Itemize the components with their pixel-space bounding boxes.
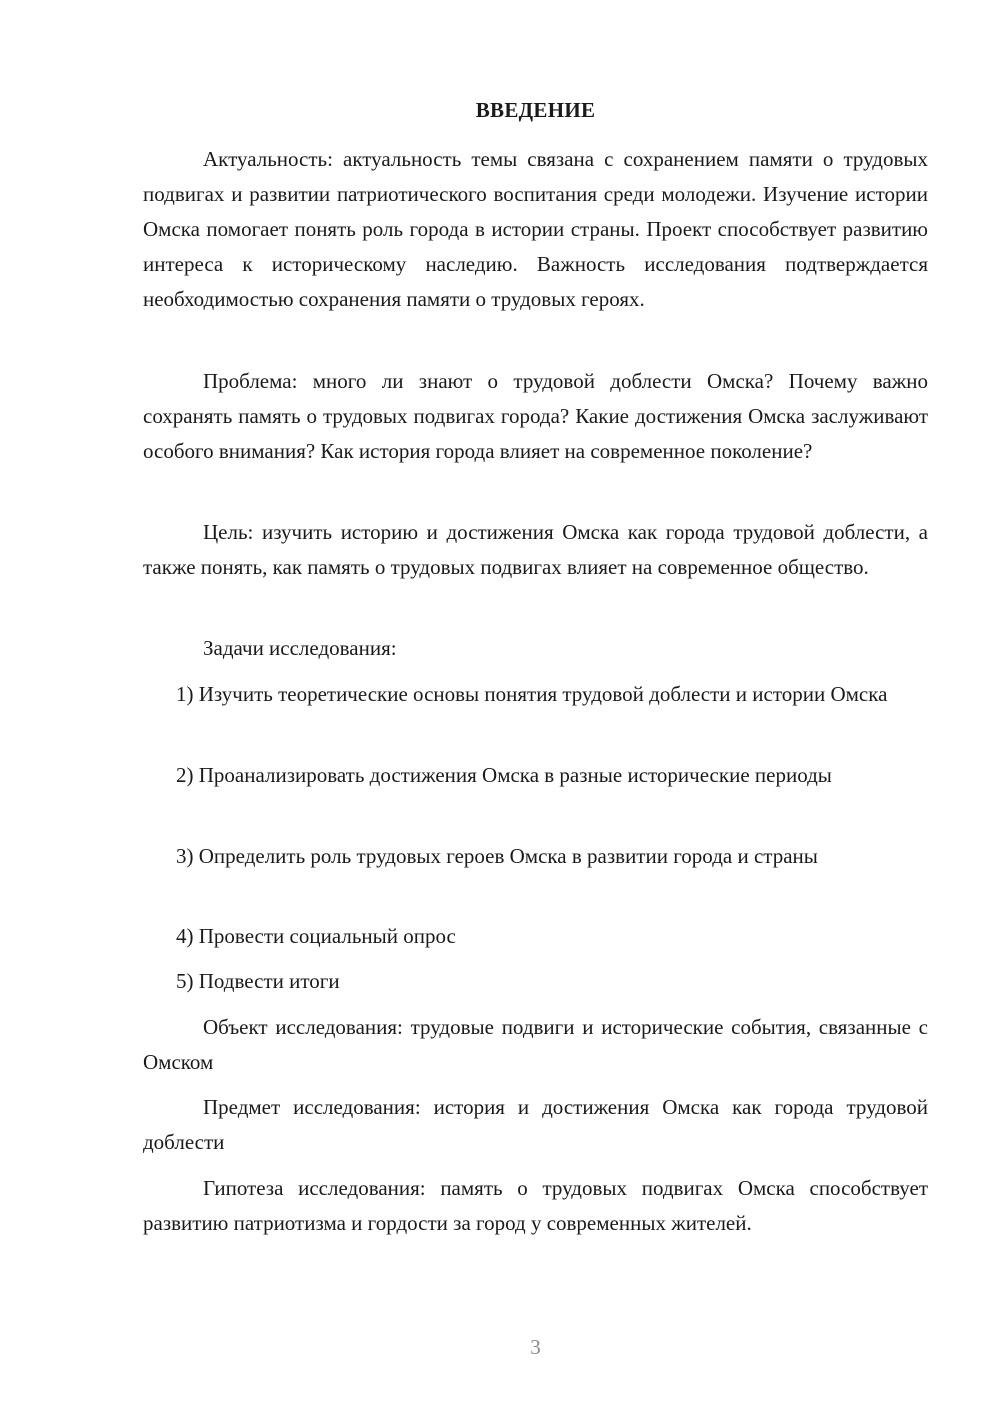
subject-paragraph: Предмет исследования: история и достижения Омска как города трудовой доблести xyxy=(143,1095,928,1154)
page-number: 3 xyxy=(530,1335,541,1359)
task-item-5: 5) Подвести итоги xyxy=(176,969,340,993)
actuality-paragraph: Актуальность: актуальность темы связана с сохранением памяти о трудовых подвигах и развитии патриотического воспитания среди молодежи. Изучение истории Омска помогает понять роль города в истории страны. Проект способствует развитию интереса к историческому наследию. Важность исследования подтверждается необходимостью сохранения памяти о трудовых героях. xyxy=(143,147,928,311)
goal-paragraph: Цель: изучить историю и достижения Омска как города трудовой доблести, а также понять, как память о трудовых подвигах влияет на современное общество. xyxy=(143,520,928,579)
document-page xyxy=(143,0,928,1414)
task-item-3: 3) Определить роль трудовых героев Омска в развитии города и страны xyxy=(176,844,818,868)
problem-paragraph: Проблема: много ли знают о трудовой доблести Омска? Почему важно сохранять память о трудовых подвигах города? Какие достижения Омска заслуживают особого внимания? Как история города влияет на современное поколение? xyxy=(143,369,928,463)
task-item-4: 4) Провести социальный опрос xyxy=(176,924,456,948)
object-paragraph: Объект исследования: трудовые подвиги и исторические события, связанные с Омском xyxy=(143,1015,928,1074)
hypothesis-paragraph: Гипотеза исследования: память о трудовых подвигах Омска способствует развитию патриотизма и гордости за город у современных жителей. xyxy=(143,1176,928,1235)
tasks-heading: Задачи исследования: xyxy=(203,636,397,660)
page-title: ВВЕДЕНИЕ xyxy=(475,98,596,122)
task-item-2: 2) Проанализировать достижения Омска в разные исторические периоды xyxy=(176,763,832,787)
task-item-1: 1) Изучить теоретические основы понятия трудовой доблести и истории Омска xyxy=(176,682,888,706)
